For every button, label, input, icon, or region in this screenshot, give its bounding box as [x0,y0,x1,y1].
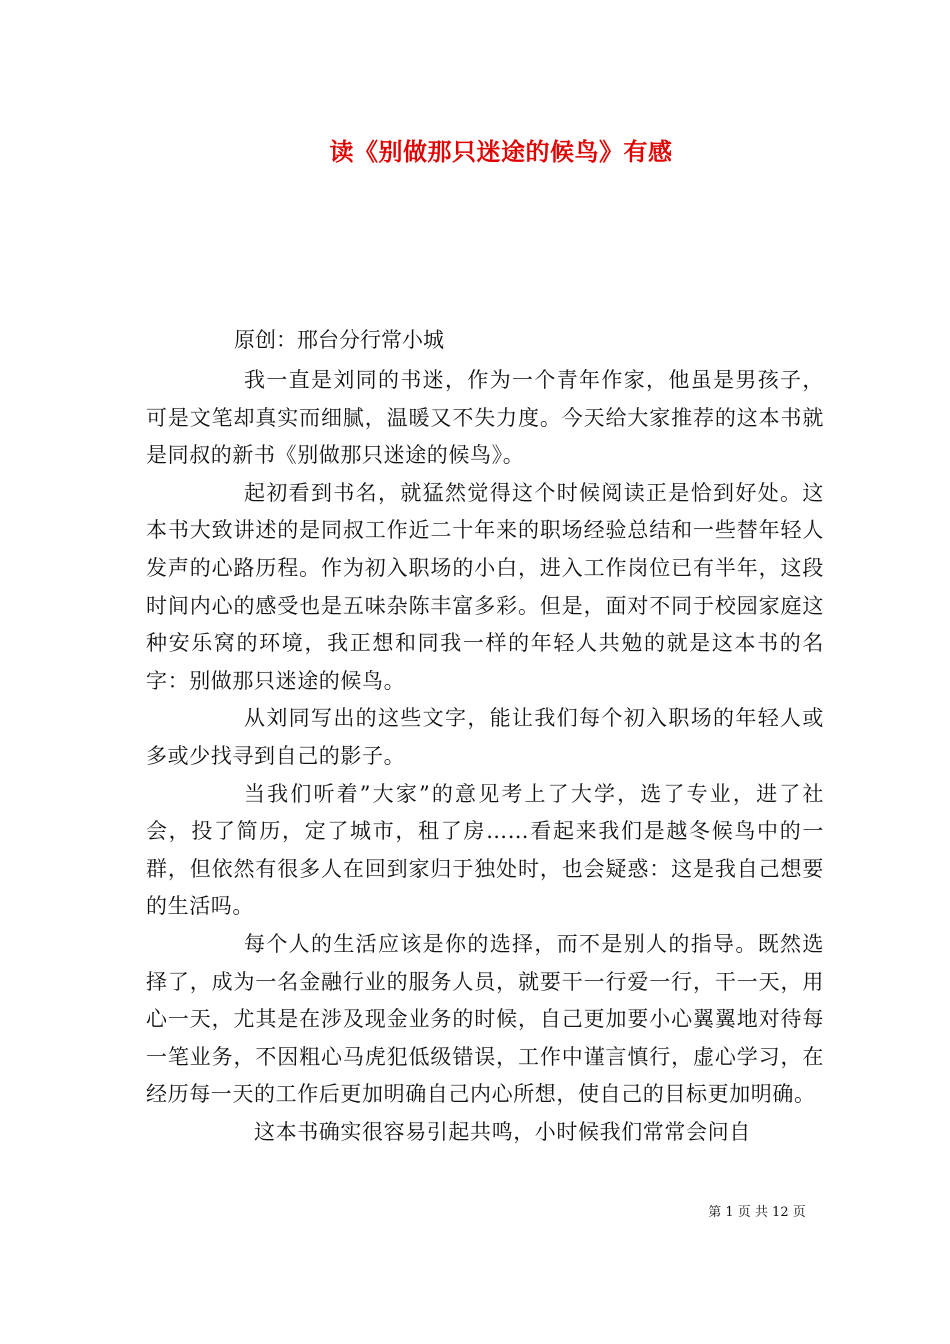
paragraph: 从刘同写出的这些文字，能让我们每个初入职场的年轻人或多或少找寻到自己的影子。 [146,706,824,768]
paragraph: 这本书确实很容易引起共鸣，小时候我们常常会问自 [254,1119,751,1144]
paragraph: 当我们听着”大家”的意见考上了大学，选了专业，进了社会，投了简历，定了城市，租了房……看起来我们是越冬候鸟中的一群，但依然有很多人在回到家归于独处时，也会疑惑：这是我自己想要的生活吗。 [146,781,824,919]
paragraph: 我一直是刘同的书迷，作为一个青年作家，他虽是男孩子，可是文笔却真实而细腻，温暖又不失力度。今天给大家推荐的这本书就是同叔的新书《别做那只迷途的候鸟》。 [146,368,824,468]
page-number-footer: 第 1 页 共 12 页 [708,1205,806,1220]
paragraph: 每个人的生活应该是你的选择，而不是别人的指导。既然选择了，成为一名金融行业的服务人员，就要干一行爱一行，干一天，用心一天，尤其是在涉及现金业务的时候，自己更加要小心翼翼地对待每一笔业务，不因粗心马虎犯低级错误，工作中谨言慎行，虚心学习，在经历每一天的工作后更加明确自己内心所想，使自己的目标更加明确。 [146,931,824,1107]
paragraph: 起初看到书名，就猛然觉得这个时候阅读正是恰到好处。这本书大致讲述的是同叔工作近二十年来的职场经验总结和一些替年轻人发声的心路历程。作为初入职场的小白，进入工作岗位已有半年，这段时间内心的感受也是五味杂陈丰富多彩。但是，面对不同于校园家庭这种安乐窝的环境，我正想和同我一样的年轻人共勉的就是这本书的名字：别做那只迷途的候鸟。 [146,480,824,693]
document-body [146,362,824,1151]
document-title: 读《别做那只迷途的候鸟》有感 [329,137,673,166]
author-line: 原创：邢台分行常小城 [234,328,444,352]
